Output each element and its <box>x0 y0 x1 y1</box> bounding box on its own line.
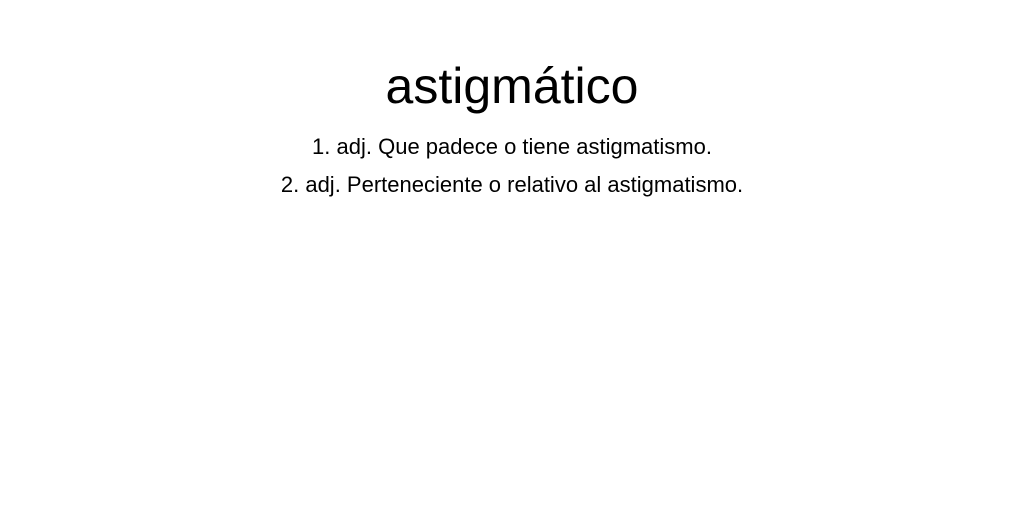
sense-list <box>0 128 1024 204</box>
headword: astigmático <box>385 58 639 114</box>
sense-1: 1. adj. Que padece o tiene astigmatismo. <box>312 134 712 159</box>
sense-2: 2. adj. Perteneciente o relativo al astigmatismo. <box>280 172 744 197</box>
